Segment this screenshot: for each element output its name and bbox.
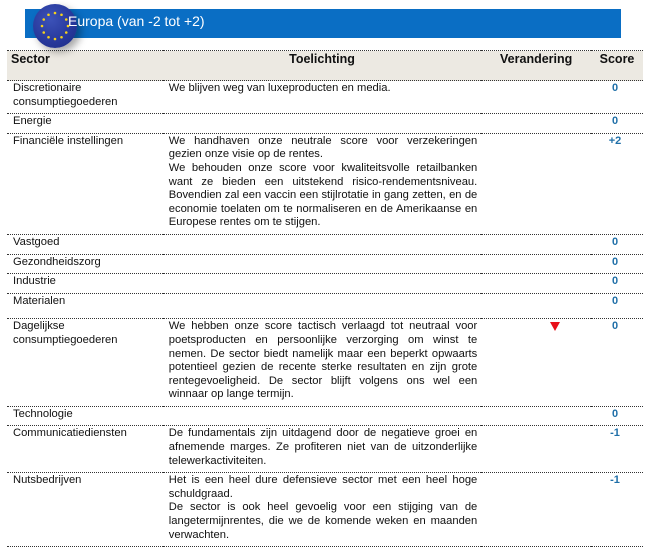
eu-star-icon	[47, 13, 50, 16]
sector-name: Energie	[13, 115, 52, 128]
eu-star-icon	[42, 31, 45, 34]
eu-star-icon	[54, 12, 57, 15]
explanation-paragraph: De fundamentals zijn uitdagend door de negatieve groei en afnemende marges. Ze profiteren niet van de uitzonderlijke telewerkactiviteiten.	[168, 427, 478, 467]
sector-explanation	[163, 234, 482, 254]
sector-change	[481, 234, 591, 254]
sector-name: Nutsbedrijven	[13, 474, 82, 487]
sector-explanation	[163, 133, 482, 234]
sector-score: -1	[610, 474, 620, 487]
eu-star-icon	[65, 31, 68, 34]
table-row	[7, 81, 643, 114]
sector-name: Gezondheidszorg	[13, 255, 101, 268]
eu-star-icon	[47, 36, 50, 39]
sector-score: 0	[611, 294, 619, 307]
table-row	[7, 426, 643, 473]
explanation-paragraph: We hebben onze score tactisch verlaagd tot neutraal voor poetsproducten en persoonlijke verzorging om winst te nemen. De sector biedt namelijk maar een beperkt opwaarts potentieel gezien de recente sterke resultaten en zijn grote rentegevoeligheid. De sector blijft volgens ons wel een winnaar op lange termijn.	[168, 320, 478, 401]
sector-explanation	[163, 254, 482, 274]
table-row	[7, 406, 643, 426]
sector-change	[481, 473, 591, 547]
header-explanation: Toelichting	[163, 51, 482, 81]
eu-star-icon	[54, 38, 57, 41]
explanation-paragraph: We behouden onze score voor kwaliteitsvolle retailbanken want ze bieden een uitstekend risico-rendementsniveau. Bovendien zal een vaccin een stijlrotatie in gang zetten, en de economie toelaten om te normaliseren en de Amerikaanse en Europese rentes om te stijgen.	[168, 161, 478, 229]
sector-change	[481, 133, 591, 234]
sector-score: 0	[611, 275, 619, 288]
sector-score: 0	[611, 320, 619, 333]
sector-score: -1	[610, 427, 620, 440]
sector-score: 0	[611, 407, 619, 420]
sector-name: Vastgoed	[13, 235, 60, 248]
sector-explanation	[163, 406, 482, 426]
sector-change	[481, 114, 591, 134]
down-arrow-icon	[550, 322, 560, 331]
table-row	[7, 133, 643, 234]
sector-name: Industrie	[13, 275, 56, 288]
sector-name: Communicatiediensten	[13, 427, 127, 440]
table-header-row	[7, 51, 643, 81]
sector-explanation	[163, 319, 482, 407]
table-row	[7, 293, 643, 319]
eu-star-icon	[41, 25, 44, 28]
sector-change	[481, 274, 591, 294]
sector-score: +2	[608, 134, 622, 147]
sector-change	[481, 426, 591, 473]
sector-table	[7, 50, 643, 547]
table-row	[7, 114, 643, 134]
sector-change	[481, 406, 591, 426]
sector-score: 0	[611, 235, 619, 248]
explanation-paragraph: Het is een heel dure defensieve sector met een heel hoge schuldgraad.	[168, 474, 478, 500]
eu-star-icon	[60, 36, 63, 39]
eu-star-icon	[42, 18, 45, 21]
table-row	[7, 234, 643, 254]
header-score: Score	[591, 51, 643, 81]
explanation-paragraph: We handhaven onze neutrale score voor verzekeringen gezien onze visie op de rentes.	[168, 134, 478, 161]
table-row	[7, 473, 643, 547]
header-sector: Sector	[7, 51, 163, 81]
sector-explanation	[163, 426, 482, 473]
sector-change	[481, 293, 591, 319]
eu-star-icon	[60, 13, 63, 16]
sector-name: Discretionaire consumptiegoederen	[13, 82, 118, 108]
sector-explanation	[163, 274, 482, 294]
sector-change	[481, 81, 591, 114]
banner-title: Europa (van -2 tot +2)	[68, 13, 205, 29]
sector-name: Dagelijkse consumptiegoederen	[13, 320, 118, 346]
sector-explanation	[163, 114, 482, 134]
sector-name: Financiële instellingen	[13, 134, 124, 147]
sector-change	[481, 254, 591, 274]
sector-explanation	[163, 293, 482, 319]
sector-explanation	[163, 473, 482, 547]
sector-explanation	[163, 81, 482, 114]
explanation-paragraph: De sector is ook heel gevoelig voor een stijging van de langetermijnrentes, die we de komende weken en maanden verwachten.	[168, 501, 478, 541]
sector-score: 0	[611, 115, 619, 128]
table-row	[7, 274, 643, 294]
explanation-paragraph: We blijven weg van luxeproducten en media.	[168, 82, 391, 94]
sector-score: 0	[611, 82, 619, 94]
sector-change	[481, 319, 591, 407]
table-row	[7, 319, 643, 407]
header-change: Verandering	[481, 51, 591, 81]
table-row	[7, 254, 643, 274]
sector-score: 0	[611, 255, 619, 268]
sector-name: Materialen	[13, 294, 66, 307]
sector-name: Technologie	[13, 407, 73, 420]
